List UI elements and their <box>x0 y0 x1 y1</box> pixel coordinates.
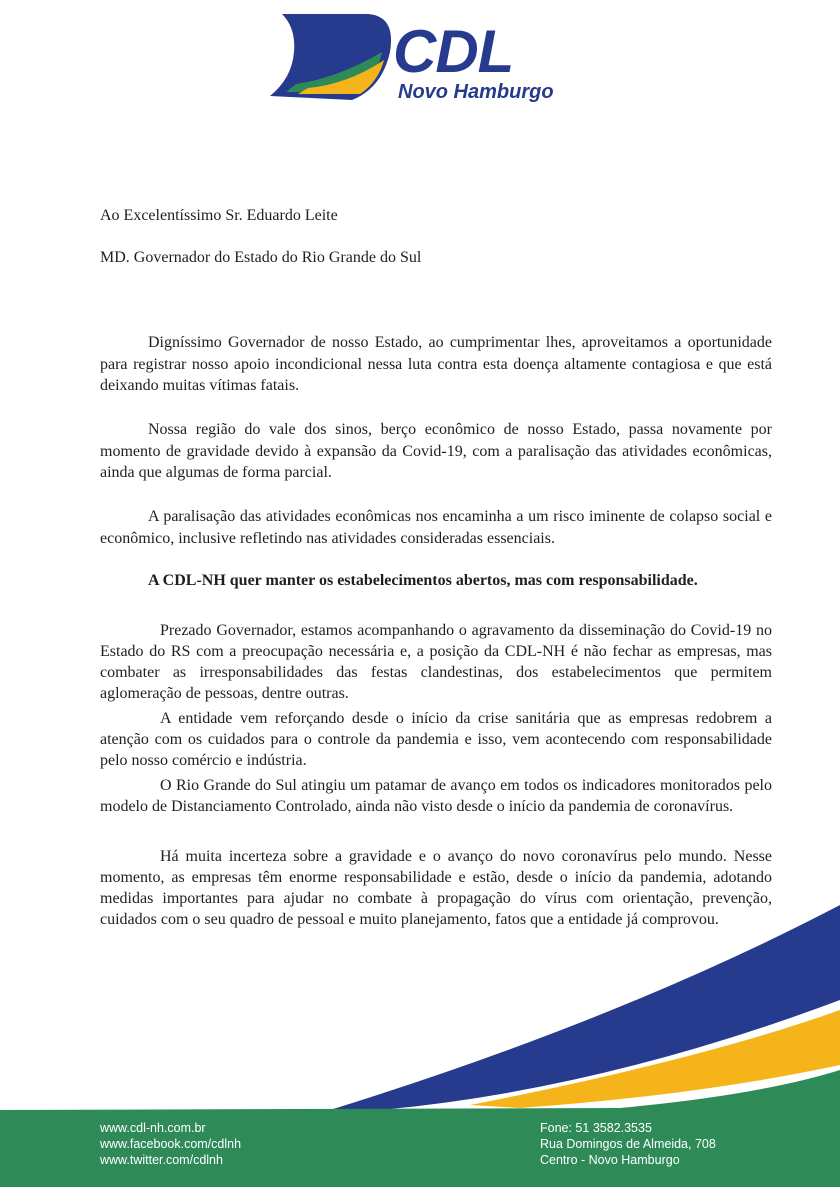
twitter-link[interactable]: www.twitter.com/cdlnh <box>100 1153 223 1167</box>
logo-wordmark: CDL <box>393 18 514 85</box>
recipient-title: MD. Governador do Estado do Rio Grande do Sul <box>100 249 422 266</box>
paragraph-greeting: Digníssimo Governador de nosso Estado, ao cumprimentar lhes, aproveitamos a oportunidade para registrar nosso apoio incondicional nessa luta contra esta doença altamente contagiosa e que está deixando muitas vítimas fatais. <box>100 334 772 394</box>
paragraph-collapse: A paralisação das atividades econômicas nos encaminha a um risco iminente de colapso social e econômico, inclusive refletindo nas atividades consideradas essenciais. <box>100 508 772 547</box>
recipient-name: Ao Excelentíssimo Sr. Eduardo Leite <box>100 207 338 224</box>
footer-street: Rua Domingos de Almeida, 708 <box>540 1137 716 1151</box>
logo-subtitle: Novo Hamburgo <box>398 81 554 103</box>
footer-contact <box>540 1120 716 1168</box>
paragraph-region: Nossa região do vale dos sinos, berço econômico de nosso Estado, passa novamente por momento de gravidade devido à expansão da Covid-19, com a paralisação das atividades econômicas, ainda que algumas de forma parcial. <box>100 421 772 481</box>
section-heading: A CDL-NH quer manter os estabelecimentos abertos, mas com responsabilidade. <box>148 572 698 589</box>
website-link[interactable]: www.cdl-nh.com.br <box>100 1121 206 1135</box>
footer-phone: Fone: 51 3582.3535 <box>540 1121 652 1135</box>
facebook-link[interactable]: www.facebook.com/cdlnh <box>100 1137 242 1151</box>
footer-web <box>100 1120 241 1168</box>
footer-city: Centro - Novo Hamburgo <box>540 1153 680 1167</box>
paragraph-position: Prezado Governador, estamos acompanhando o agravamento da disseminação do Covid-19 no Estado do RS com a preocupação necessária e, a posição da CDL-NH é não fechar as empresas, mas combater as irresponsabilidades das festas clandestinas, dos estabelecimentos que permitem aglomeração de pessoas, dentre outras. <box>100 622 772 702</box>
paragraph-indicators: O Rio Grande do Sul atingiu um patamar de avanço em todos os indicadores monitorados pelo modelo de Distanciamento Controlado, ainda não visto desde o início da pandemia de coronavírus. <box>100 777 772 815</box>
paragraph-care: A entidade vem reforçando desde o início da crise sanitária que as empresas redobrem a atenção com os cuidados para o controle da pandemia e isso, vem acontecendo com responsabilidade pelo nosso comércio e indústria. <box>100 710 772 769</box>
paragraph-uncertainty: Há muita incerteza sobre a gravidade e o avanço do novo coronavírus pelo mundo. Nesse momento, as empresas têm enorme responsabilidade e estão, desde o início da pandemia, adotando medidas importantes para ajudar no combate à propagação do vírus com orientação, prevenção, cuidados com o seu quadro de pessoal e muito planejamento, fatos que a entidade já comprovou. <box>100 848 772 928</box>
